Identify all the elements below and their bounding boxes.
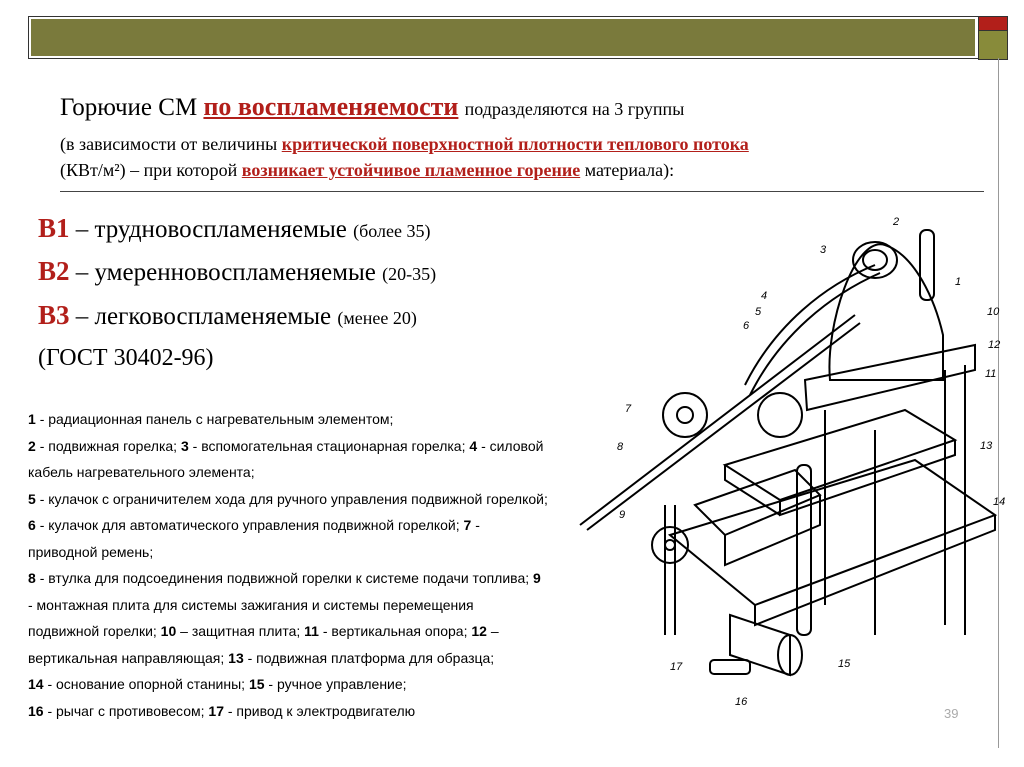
group-code: В1 [38, 213, 70, 243]
title-tail: подразделяются на 3 группы [464, 99, 685, 119]
header-bar-fill [31, 19, 975, 56]
diagram-label: 12 [988, 339, 1001, 351]
legend-line: 14 - основание опорной станины; 15 - ручное управление; [28, 676, 407, 692]
subtitle-line-1 [60, 134, 749, 155]
diagram-label: 13 [980, 440, 993, 452]
legend-line: 5 - кулачок с ограничителем хода для ручного управления подвижной горелкой; 6 - кулачок для автоматического управления подвижной горелкой; 7 - приводной ремень; [28, 490, 548, 560]
group-text: – умеренновоспламеняемые [75, 259, 376, 286]
corner-accent-olive [978, 30, 1008, 60]
diagram-label: 17 [670, 661, 683, 673]
group-range: (более 35) [353, 221, 431, 241]
diagram-label: 11 [985, 368, 997, 380]
subtitle-line-1-highlight: критической поверхностной плотности теплового потока [281, 134, 749, 154]
title-divider [60, 191, 984, 192]
subtitle-line-2 [60, 160, 674, 181]
diagram-label: 5 [755, 306, 762, 318]
diagram-label: 3 [820, 244, 827, 256]
subtitle-line-2-highlight: возникает устойчивое пламенное горение [241, 160, 581, 180]
diagram-label: 10 [987, 306, 1000, 318]
component-legend [28, 406, 548, 724]
pulley [663, 393, 707, 437]
slide-title [60, 92, 684, 122]
legend-line: 1 - радиационная панель с нагревательным элементом; [28, 411, 394, 427]
diagram-label: 16 [735, 696, 748, 708]
title-lead: Горючие СМ [60, 94, 198, 121]
diagram-label: 6 [743, 320, 750, 332]
group-code: В3 [38, 300, 70, 330]
apparatus-drawing [580, 230, 995, 675]
group-b2 [38, 256, 436, 287]
legend-line: 16 - рычаг с противовесом; 17 - привод к электродвигателю [28, 702, 416, 719]
subtitle-line-2-pre: (КВт/м²) – при которой [60, 160, 238, 180]
diagram-label: 4 [761, 290, 768, 302]
power-cable [745, 265, 875, 385]
group-b3 [38, 300, 417, 331]
group-code: В2 [38, 256, 70, 286]
header-bar [28, 16, 1008, 59]
subtitle-line-2-post: материала): [584, 160, 675, 180]
apparatus-diagram [575, 205, 1005, 715]
diagram-label: 15 [838, 658, 851, 670]
lever [710, 660, 750, 674]
group-text: – трудновоспламеняемые [75, 216, 347, 243]
group-range: (20-35) [382, 264, 437, 284]
diagram-label: 8 [617, 441, 624, 453]
group-text: – легковоспламеняемые [75, 303, 332, 330]
diagram-label: 2 [893, 216, 900, 228]
subtitle-line-1-pre: (в зависимости от величины [60, 134, 278, 154]
standard-reference: (ГОСТ 30402-96) [38, 345, 214, 371]
legend-line: 8 - втулка для подсоединения подвижной горелки к системе подачи топлива; 9 - монтажная плита для системы зажигания и системы перемещения подвижной горелки; 10 – защитная плита; 11 - вертикальная опора; 12 – вертикальная направляющая; 13 - подвижная платформа для образца; [28, 570, 541, 666]
diagram-label: 7 [625, 403, 632, 415]
legend-line: 2 - подвижная горелка; 3 - вспомогательная стационарная горелка; 4 - силовой кабель нагревательного элемента; [28, 437, 544, 480]
group-range: (менее 20) [337, 308, 417, 328]
diagram-label: 1 [955, 276, 962, 288]
group-b1 [38, 213, 430, 244]
diagram-label: 14 [993, 496, 1005, 508]
page-number: 39 [944, 706, 959, 721]
title-highlight: по воспламеняемости [203, 92, 459, 121]
diagram-label: 9 [619, 509, 626, 521]
